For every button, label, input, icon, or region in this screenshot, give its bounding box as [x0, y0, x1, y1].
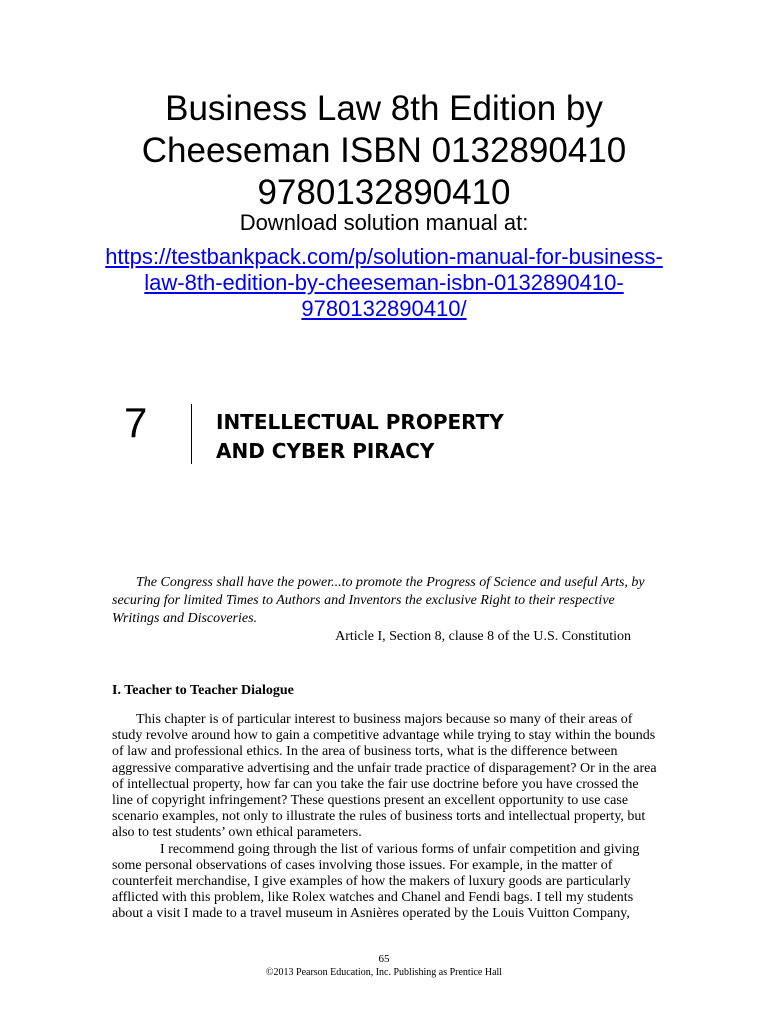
chapter-title: [216, 408, 504, 466]
copyright-notice: ©2013 Pearson Education, Inc. Publishing as Prentice Hall: [265, 967, 503, 978]
section-heading: I. Teacher to Teacher Dialogue: [112, 683, 294, 698]
body-paragraph: This chapter is of particular interest to business majors because so many of their areas of study revolve around how to gain a competitive advantage while trying to stay within the bounds of law and professional ethics. In the area of business torts, what is the difference between aggressive comparative advertising and the unfair trade practice of disparagement? Or in the area of intellectual property, how far can you take the fair use doctrine before you have crossed the line of copyright infringement? These questions present an excellent opportunity to use case scenario examples, not only to illustrate the rules of business torts and intellectual property, but also to test students’ own ethical parameters.: [112, 712, 657, 841]
chapter-title-line: INTELLECTUAL PROPERTY: [216, 410, 504, 434]
document-title: [60, 88, 708, 214]
title-line: 9780132890410: [257, 173, 511, 212]
page-number: 65: [378, 953, 390, 965]
epigraph-quote: The Congress shall have the power...to promote the Progress of Science and useful Arts, by securing for limited Times to Authors and Inventors the exclusive Right to their respective Writings and Discoveries.: [112, 575, 645, 626]
title-line: Cheeseman ISBN 0132890410: [141, 131, 627, 170]
download-label: Download solution manual at:: [239, 210, 529, 235]
solution-manual-link[interactable]: [60, 244, 708, 322]
chapter-number: 7: [124, 399, 148, 446]
epigraph-source: Article I, Section 8, clause 8 of the U.S. Constitution: [335, 629, 631, 644]
title-line: Business Law 8th Edition by: [165, 89, 603, 128]
chapter-title-line: AND CYBER PIRACY: [216, 439, 435, 463]
link-line[interactable]: 9780132890410/: [301, 296, 467, 321]
epigraph: [112, 574, 657, 646]
link-line[interactable]: law-8th-edition-by-cheeseman-isbn-0132890410-: [144, 270, 624, 295]
link-line[interactable]: https://testbankpack.com/p/solution-manual-for-business-: [105, 244, 663, 269]
body-paragraph: I recommend going through the list of various forms of unfair competition and giving some personal observations of cases involving those issues. For example, in the matter of counterfeit merchandise, I give examples of how the makers of luxury goods are particularly afflicted with this problem, like Rolex watches and Chanel and Fendi bags. I tell my students about a visit I made to a travel museum in Asnières operated by the Louis Vuitton Company,: [112, 841, 640, 922]
chapter-divider: [191, 404, 192, 464]
section-body: [112, 712, 657, 923]
